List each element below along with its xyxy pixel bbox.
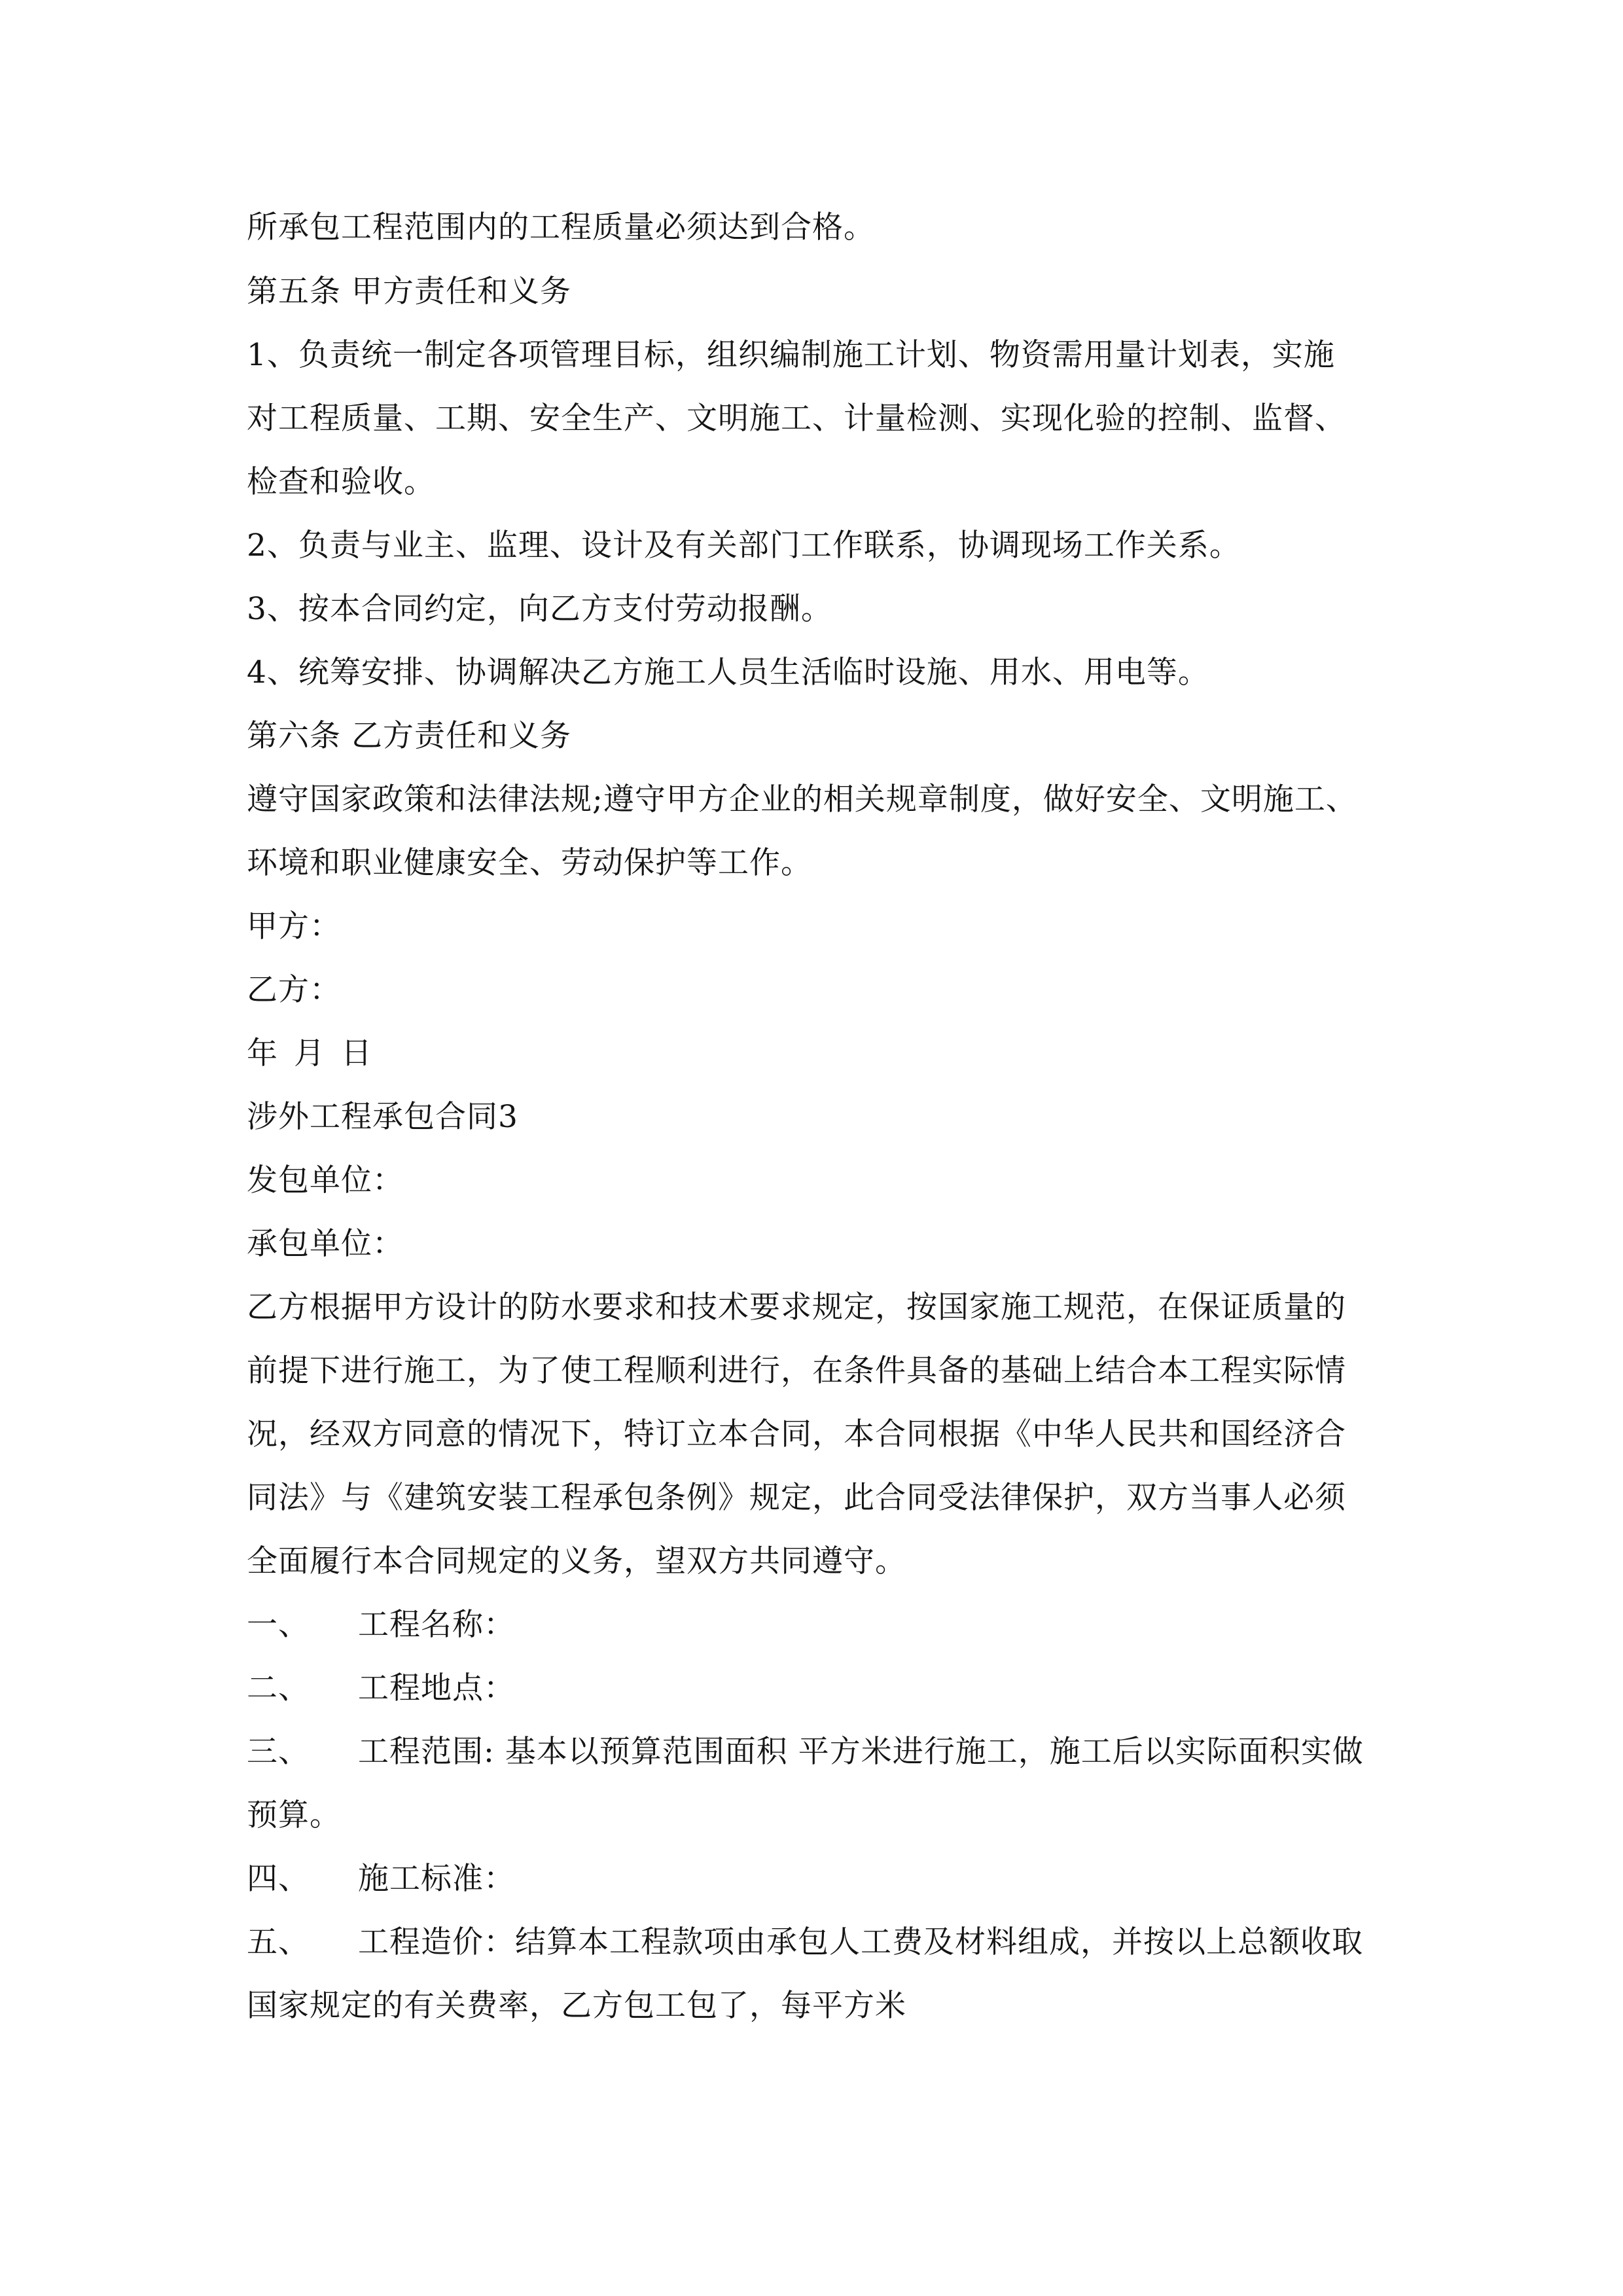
party-a-label: 甲方： bbox=[247, 908, 341, 944]
date-line bbox=[247, 1028, 1399, 1080]
article-number: 第五条 bbox=[247, 274, 341, 310]
list-item-text: 工程名称： bbox=[358, 1607, 515, 1643]
list-item-text: 施工标准： bbox=[358, 1861, 515, 1897]
text-line: 同法》与《建筑安装工程承包条例》规定，此合同受法律保护，双方当事人必须 bbox=[247, 1480, 1346, 1516]
contract-title: 涉外工程承包合同3 bbox=[247, 1099, 518, 1135]
list-item-number: 四、 bbox=[247, 1861, 310, 1897]
text-line: 对工程质量、工期、安全生产、文明施工、计量检测、实现化验的控制、监督、 bbox=[247, 401, 1346, 437]
list-item-text: 工程范围: 基本以预算范围面积 平方米进行施工，施工后以实际面积实做 bbox=[358, 1734, 1364, 1770]
contractor-label: 承包单位： bbox=[247, 1226, 404, 1262]
list-item-number: 一、 bbox=[247, 1607, 310, 1643]
list-item-number: 三、 bbox=[247, 1734, 310, 1770]
article-title: 甲方责任和义务 bbox=[351, 274, 571, 310]
date-day-label: 日 bbox=[341, 1035, 372, 1071]
list-item bbox=[247, 1726, 1399, 1778]
text-line: 所承包工程范围内的工程质量必须达到合格。 bbox=[247, 209, 875, 245]
list-item bbox=[247, 1916, 1399, 1969]
list-item bbox=[247, 1853, 1399, 1905]
text-line: 2、负责与业主、监理、设计及有关部门工作联系，协调现场工作关系。 bbox=[247, 528, 1241, 564]
text-line: 1、负责统一制定各项管理目标，组织编制施工计划、物资需用量计划表，实施 bbox=[247, 337, 1335, 373]
text-line: 遵守国家政策和法律法规;遵守甲方企业的相关规章制度，做好安全、文明施工、 bbox=[247, 781, 1357, 817]
article-5-heading bbox=[247, 266, 1399, 318]
text-line: 3、按本合同约定，向乙方支付劳动报酬。 bbox=[247, 591, 832, 627]
text-line: 乙方根据甲方设计的防水要求和技术要求规定，按国家施工规范，在保证质量的 bbox=[247, 1289, 1346, 1325]
text-line: 环境和职业健康安全、劳动保护等工作。 bbox=[247, 845, 812, 881]
article-title: 乙方责任和义务 bbox=[351, 718, 571, 754]
text-line: 全面履行本合同规定的义务，望双方共同遵守。 bbox=[247, 1543, 906, 1579]
list-item-text: 工程地点： bbox=[358, 1670, 515, 1706]
text-line: 检查和验收。 bbox=[247, 464, 435, 500]
issuer-label: 发包单位： bbox=[247, 1162, 404, 1198]
list-item bbox=[247, 1599, 1399, 1651]
list-item-text: 工程造价：结算本工程款项由承包人工费及材料组成，并按以上总额收取 bbox=[358, 1924, 1363, 1960]
date-year-label: 年 bbox=[247, 1035, 278, 1071]
text-line: 国家规定的有关费率，乙方包工包了，每平方米 bbox=[247, 1988, 906, 2024]
date-month-label: 月 bbox=[294, 1035, 325, 1071]
party-b-label: 乙方： bbox=[247, 972, 341, 1008]
list-item bbox=[247, 1662, 1399, 1715]
list-item-number: 五、 bbox=[247, 1924, 310, 1960]
article-6-heading bbox=[247, 710, 1399, 762]
text-line: 况，经双方同意的情况下，特订立本合同，本合同根据《中华人民共和国经济合 bbox=[247, 1416, 1346, 1452]
text-line: 前提下进行施工，为了使工程顺利进行，在条件具备的基础上结合本工程实际情 bbox=[247, 1353, 1346, 1389]
text-line: 预算。 bbox=[247, 1797, 341, 1833]
list-item-number: 二、 bbox=[247, 1670, 310, 1706]
article-number: 第六条 bbox=[247, 718, 341, 754]
text-line: 4、统筹安排、协调解决乙方施工人员生活临时设施、用水、用电等。 bbox=[247, 655, 1209, 691]
